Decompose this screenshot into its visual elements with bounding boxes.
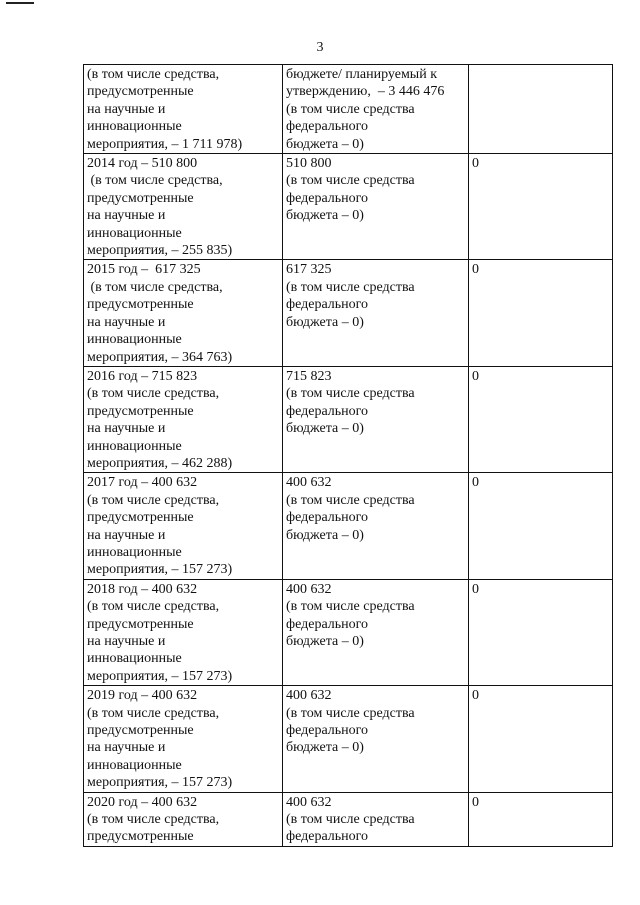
table-row xyxy=(84,473,613,579)
table-cell-extra: 0 xyxy=(469,366,613,472)
table-cell-budget: 617 325 (в том числе средства федерального бюджета – 0) xyxy=(283,260,469,366)
table-cell-extra: 0 xyxy=(469,154,613,260)
table-row xyxy=(84,579,613,685)
table-cell-year-amount: 2015 год – 617 325 (в том числе средства, предусмотренные на научные и инновационные мероприятия, – 364 763) xyxy=(84,260,283,366)
table-cell-year-amount: 2020 год – 400 632 (в том числе средства, предусмотренные xyxy=(84,792,283,846)
table-row xyxy=(84,686,613,792)
table-cell-extra: 0 xyxy=(469,792,613,846)
table-cell-year-amount: 2014 год – 510 800 (в том числе средства, предусмотренные на научные и инновационные мероприятия, – 255 835) xyxy=(84,154,283,260)
table-cell-extra: 0 xyxy=(469,260,613,366)
table-cell-year-amount: 2018 год – 400 632 (в том числе средства, предусмотренные на научные и инновационные мероприятия, – 157 273) xyxy=(84,579,283,685)
table-cell-year-amount: 2016 год – 715 823 (в том числе средства, предусмотренные на научные и инновационные мероприятия, – 462 288) xyxy=(84,366,283,472)
table-cell-budget: 400 632 (в том числе средства федерального бюджета – 0) xyxy=(283,473,469,579)
table-cell-budget: 400 632 (в том числе средства федерального xyxy=(283,792,469,846)
table-row xyxy=(84,154,613,260)
table-cell-extra: 0 xyxy=(469,579,613,685)
table-cell-year-amount: 2017 год – 400 632 (в том числе средства, предусмотренные на научные и инновационные мероприятия, – 157 273) xyxy=(84,473,283,579)
table-cell-year-amount: 2019 год – 400 632 (в том числе средства, предусмотренные на научные и инновационные мероприятия, – 157 273) xyxy=(84,686,283,792)
scan-corner-mark xyxy=(6,2,34,4)
table-cell-budget: 715 823 (в том числе средства федерального бюджета – 0) xyxy=(283,366,469,472)
table-row xyxy=(84,260,613,366)
table-row xyxy=(84,366,613,472)
table-cell-extra xyxy=(469,65,613,154)
table-cell-budget: 400 632 (в том числе средства федерального бюджета – 0) xyxy=(283,686,469,792)
page-number: 3 xyxy=(316,40,324,55)
table-row xyxy=(84,792,613,846)
table-cell-budget: 510 800 (в том числе средства федерального бюджета – 0) xyxy=(283,154,469,260)
table-cell-budget: 400 632 (в том числе средства федерального бюджета – 0) xyxy=(283,579,469,685)
table-row xyxy=(84,65,613,154)
table-cell-extra: 0 xyxy=(469,686,613,792)
budget-table xyxy=(83,64,613,847)
table-cell-budget: бюджете/ планируемый к утверждению, – 3 446 476 (в том числе средства федерального бюджета – 0) xyxy=(283,65,469,154)
table-cell-year-amount: (в том числе средства, предусмотренные на научные и инновационные мероприятия, – 1 711 978) xyxy=(84,65,283,154)
table-cell-extra: 0 xyxy=(469,473,613,579)
